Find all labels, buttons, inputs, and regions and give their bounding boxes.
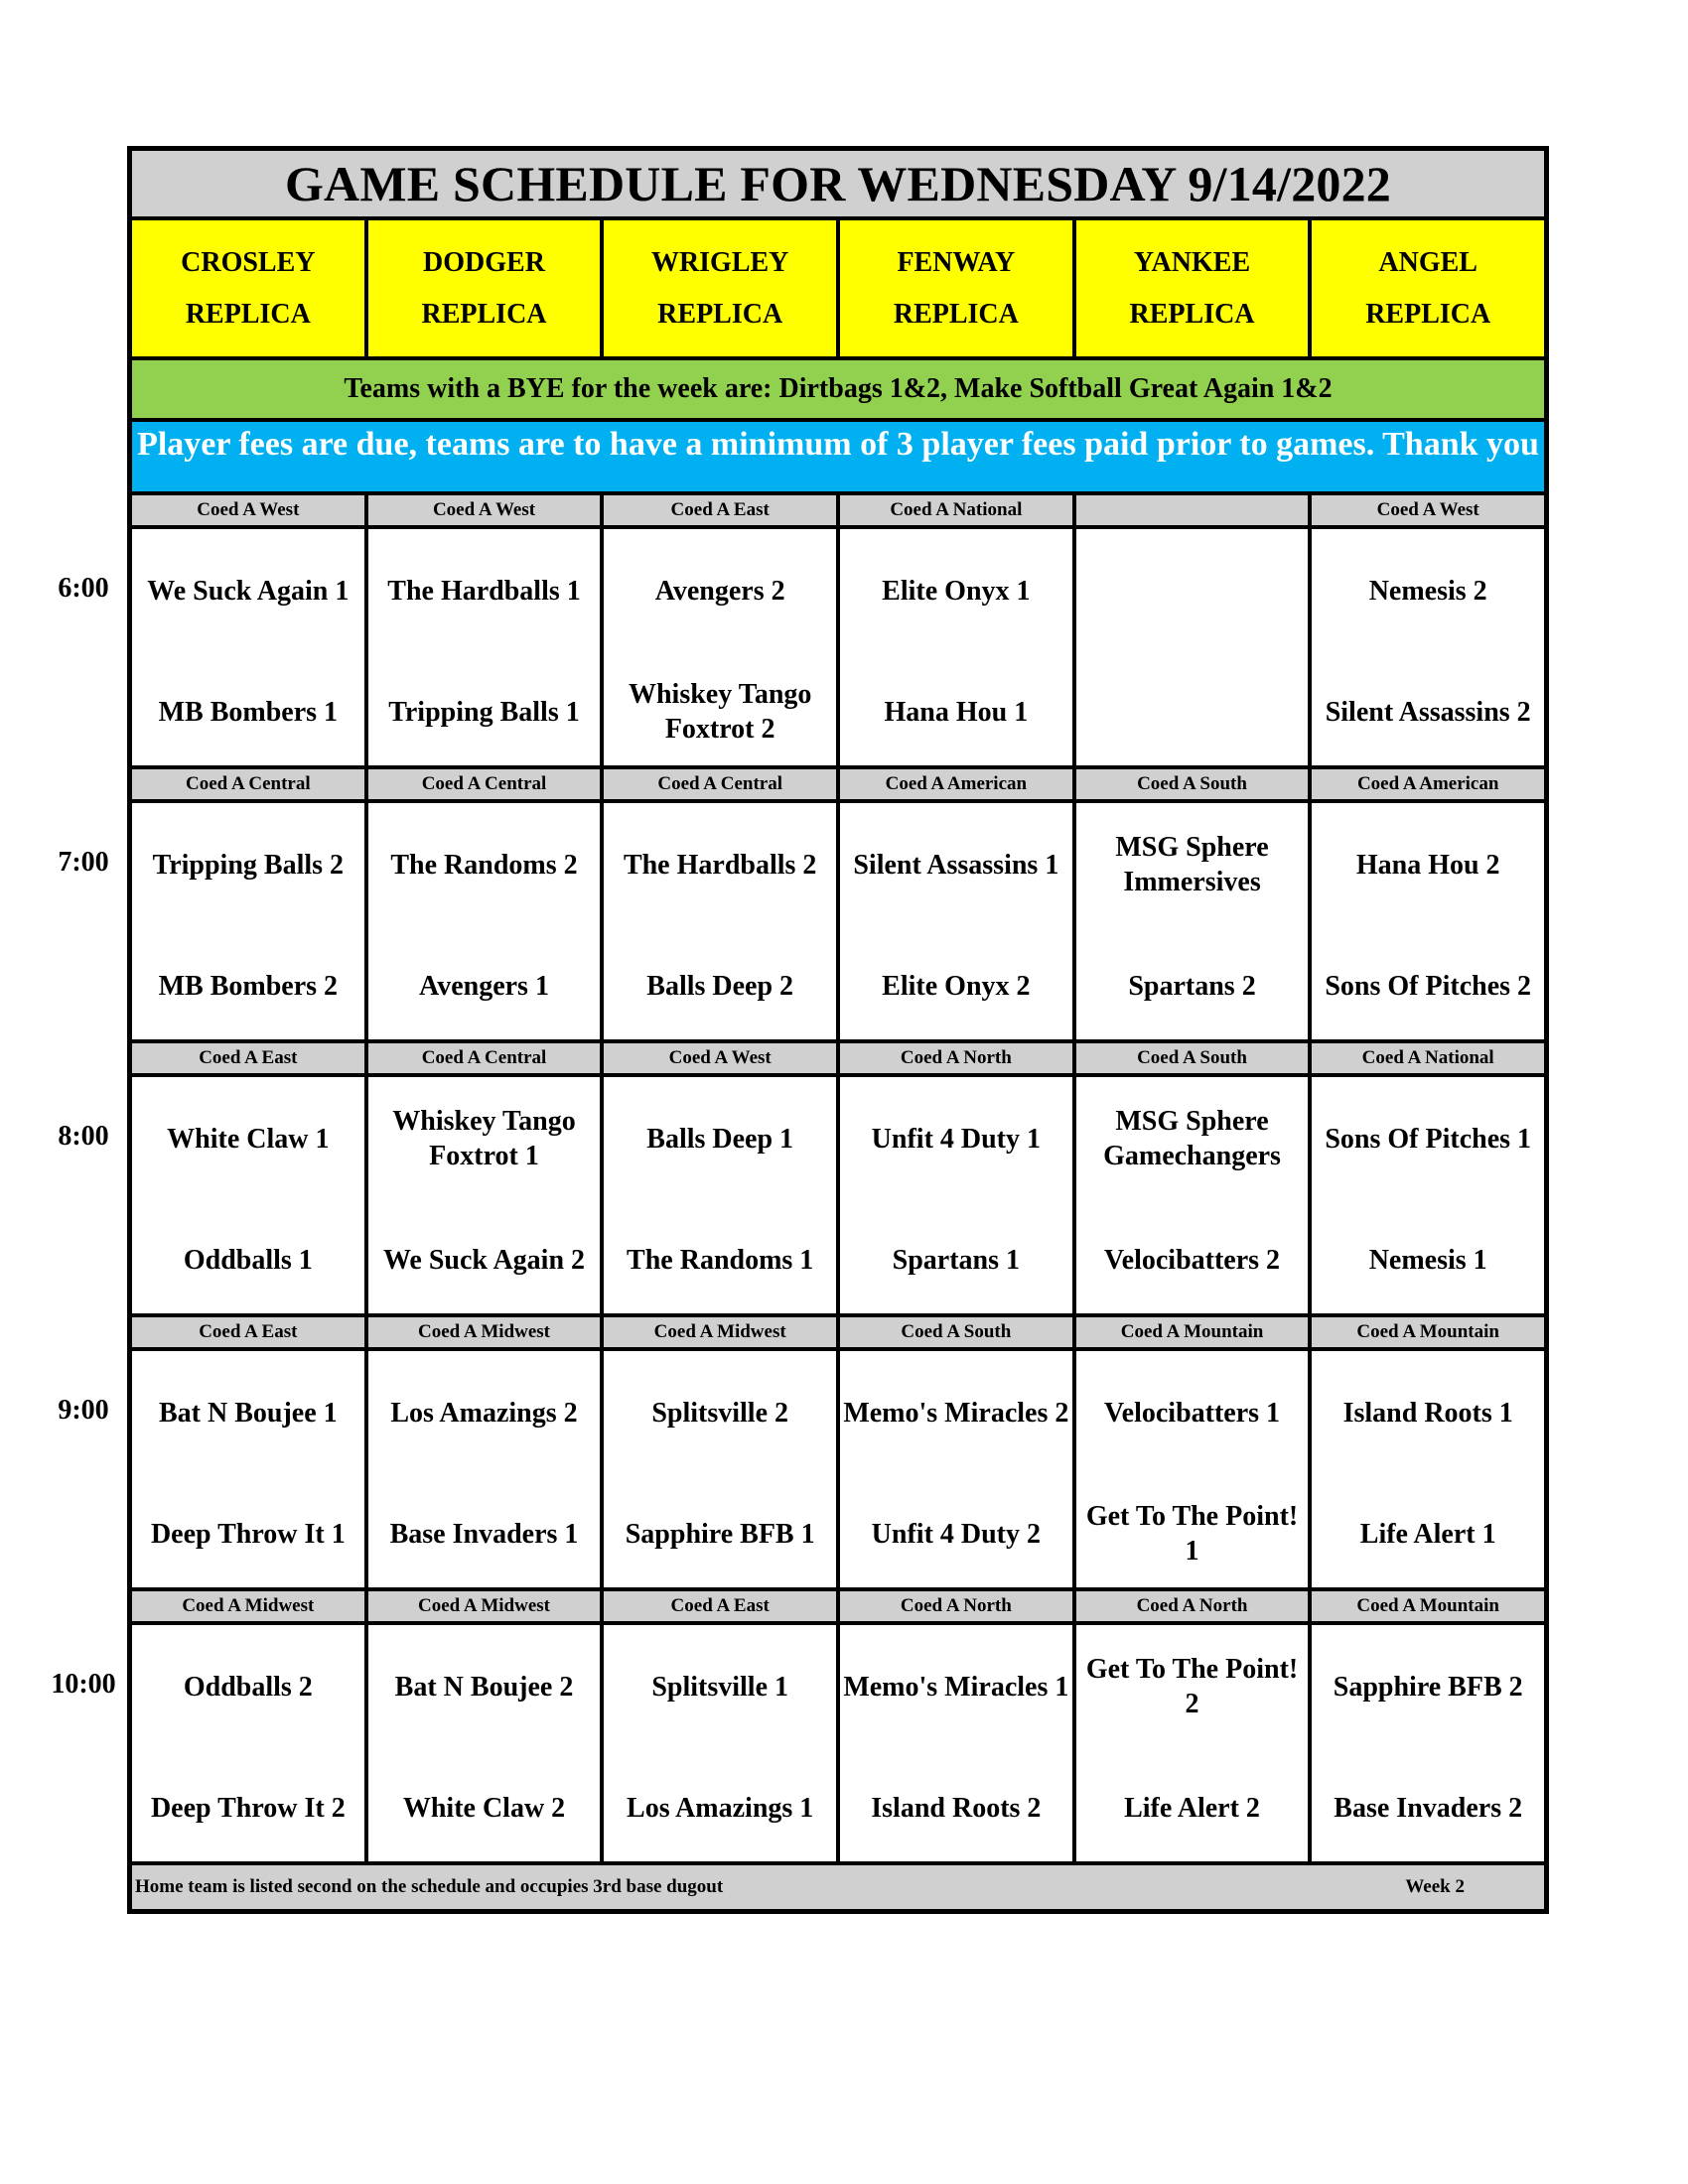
game-row — [132, 529, 1544, 769]
game-cell — [1076, 529, 1313, 765]
venue-name: YANKEE — [1133, 246, 1251, 278]
home-team: Get To The Point! 1 — [1085, 1501, 1299, 1567]
division-label: Coed A West — [132, 495, 368, 525]
game-cell — [1076, 803, 1313, 1039]
division-label — [1076, 495, 1313, 525]
away-team: Memo's Miracles 2 — [843, 1397, 1069, 1429]
home-team: Deep Throw It 1 — [150, 1518, 346, 1550]
division-label: Coed A Central — [604, 769, 840, 799]
away-team: The Hardballs 1 — [387, 575, 581, 607]
home-team: Life Alert 1 — [1359, 1518, 1496, 1550]
home-team: Whiskey Tango Foxtrot 2 — [628, 679, 812, 745]
away-team: Sons Of Pitches 1 — [1325, 1123, 1532, 1155]
schedule-footer — [132, 1865, 1544, 1909]
home-team: Deep Throw It 2 — [150, 1792, 346, 1824]
division-label: Coed A Central — [368, 1043, 605, 1073]
game-cell — [1312, 529, 1544, 765]
game-cell — [840, 1625, 1076, 1861]
game-cell — [1312, 1625, 1544, 1861]
away-team: Tripping Balls 2 — [152, 849, 345, 881]
time-label: 6:00 — [58, 573, 109, 604]
home-team: White Claw 2 — [402, 1792, 566, 1824]
away-team: Velocibatters 1 — [1104, 1397, 1281, 1429]
game-cell — [840, 529, 1076, 765]
away-team: MSG Sphere Immersives — [1115, 832, 1269, 897]
venue-sub: REPLICA — [421, 298, 547, 330]
away-team: Splitsville 2 — [651, 1397, 789, 1429]
home-team: Oddballs 1 — [183, 1244, 313, 1276]
division-row — [132, 1043, 1544, 1077]
division-row — [132, 495, 1544, 529]
home-team: MB Bombers 2 — [158, 970, 339, 1002]
home-team: Los Amazings 1 — [627, 1792, 814, 1824]
home-team: Silent Assassins 2 — [1325, 696, 1531, 728]
home-team: Life Alert 2 — [1124, 1792, 1260, 1824]
week-label: Week 2 — [1405, 1876, 1465, 1897]
home-team: Nemesis 1 — [1368, 1244, 1487, 1276]
home-team: The Randoms 1 — [627, 1244, 814, 1276]
away-team: The Hardballs 2 — [623, 849, 817, 881]
venue-sub: REPLICA — [893, 298, 1019, 330]
home-team: MB Bombers 1 — [158, 696, 339, 728]
division-label: Coed A Central — [132, 769, 368, 799]
game-cell — [604, 803, 840, 1039]
time-label: 8:00 — [58, 1121, 109, 1152]
game-cell — [604, 1077, 840, 1313]
away-team: Memo's Miracles 1 — [843, 1671, 1069, 1703]
away-team: Sapphire BFB 2 — [1333, 1671, 1523, 1703]
division-label: Coed A Mountain — [1356, 1595, 1499, 1616]
game-cell — [368, 1625, 605, 1861]
division-label: Coed A East — [604, 1591, 840, 1621]
away-team: Silent Assassins 1 — [853, 849, 1059, 881]
home-team: We Suck Again 2 — [382, 1244, 586, 1276]
game-cell — [368, 1351, 605, 1587]
away-team — [1076, 551, 1309, 630]
home-team: Unfit 4 Duty 2 — [871, 1518, 1042, 1550]
time-label: 9:00 — [58, 1395, 109, 1426]
game-cell — [1312, 1351, 1544, 1587]
venue-name: DODGER — [423, 246, 545, 278]
away-team: Whiskey Tango Foxtrot 1 — [392, 1106, 576, 1171]
away-team: Balls Deep 1 — [646, 1123, 794, 1155]
division-label: Coed A Midwest — [368, 1591, 605, 1621]
venue-sub: REPLICA — [657, 298, 783, 330]
division-label: Coed A Midwest — [132, 1591, 368, 1621]
game-cell — [1312, 803, 1544, 1039]
game-row — [132, 1625, 1544, 1865]
home-team: Sapphire BFB 1 — [625, 1518, 815, 1550]
venue-angel — [1312, 220, 1544, 356]
home-team: Avengers 1 — [419, 970, 549, 1002]
footer-note: Home team is listed second on the schedule and occupies 3rd base dugout — [135, 1876, 724, 1897]
game-cell — [1076, 1625, 1313, 1861]
game-cell — [132, 803, 368, 1039]
home-team: Base Invaders 1 — [389, 1518, 579, 1550]
division-label: Coed A Mountain — [1076, 1317, 1313, 1347]
venue-yankee — [1076, 220, 1313, 356]
division-label: Coed A Central — [368, 769, 605, 799]
away-team: White Claw 1 — [167, 1123, 330, 1155]
game-cell — [368, 1077, 605, 1313]
game-row — [132, 1351, 1544, 1591]
away-team: Avengers 2 — [654, 575, 785, 607]
division-label: Coed A National — [1361, 1047, 1494, 1068]
away-team: Bat N Boujee 1 — [159, 1397, 338, 1429]
game-cell — [1076, 1077, 1313, 1313]
game-cell — [840, 1077, 1076, 1313]
home-team: Elite Onyx 2 — [882, 970, 1031, 1002]
away-team: Unfit 4 Duty 1 — [871, 1123, 1042, 1155]
away-team: Hana Hou 2 — [1355, 849, 1500, 881]
away-team: Los Amazings 2 — [390, 1397, 578, 1429]
division-label: Coed A Mountain — [1356, 1321, 1499, 1342]
game-row — [132, 1077, 1544, 1317]
division-label: Coed A Midwest — [368, 1317, 605, 1347]
game-cell — [1076, 1351, 1313, 1587]
schedule-table — [127, 146, 1549, 1914]
away-team: We Suck Again 1 — [147, 575, 350, 607]
home-team: Sons Of Pitches 2 — [1325, 970, 1532, 1002]
venue-name: CROSLEY — [181, 246, 316, 278]
game-cell — [132, 529, 368, 765]
division-row — [132, 1317, 1544, 1351]
home-team: Tripping Balls 1 — [388, 696, 580, 728]
game-cell — [604, 1625, 840, 1861]
venue-name: FENWAY — [897, 246, 1016, 278]
venue-sub: REPLICA — [1365, 298, 1491, 330]
time-slots — [132, 495, 1544, 1865]
division-label: Coed A East — [604, 495, 840, 525]
game-cell — [604, 529, 840, 765]
division-label: Coed A North — [840, 1591, 1076, 1621]
venue-sub: REPLICA — [185, 298, 311, 330]
bye-notice: Teams with a BYE for the week are: Dirtbags 1&2, Make Softball Great Again 1&2 — [132, 360, 1544, 422]
venue-name: ANGEL — [1378, 246, 1477, 278]
game-cell — [132, 1351, 368, 1587]
home-team: Island Roots 2 — [871, 1792, 1042, 1824]
division-label: Coed A West — [604, 1043, 840, 1073]
away-team: The Randoms 2 — [390, 849, 578, 881]
game-cell — [840, 803, 1076, 1039]
venue-crosley — [132, 220, 368, 356]
time-label: 7:00 — [58, 847, 109, 878]
venue-fenway — [840, 220, 1076, 356]
division-label: Coed A North — [1076, 1591, 1313, 1621]
game-cell — [604, 1351, 840, 1587]
away-team: Splitsville 1 — [651, 1671, 789, 1703]
home-team — [1076, 672, 1309, 751]
game-cell — [1312, 1077, 1544, 1313]
division-label: Coed A West — [368, 495, 605, 525]
division-label: Coed A American — [1356, 773, 1499, 794]
division-label: Coed A National — [840, 495, 1076, 525]
game-cell — [368, 529, 605, 765]
fees-notice: Player fees are due, teams are to have a minimum of 3 player fees paid prior to games. Thank you — [132, 422, 1544, 495]
venue-wrigley — [604, 220, 840, 356]
game-row — [132, 803, 1544, 1043]
home-team: Spartans 1 — [892, 1244, 1021, 1276]
game-cell — [840, 1351, 1076, 1587]
division-label: Coed A North — [840, 1043, 1076, 1073]
division-label: Coed A South — [1076, 1043, 1313, 1073]
division-label: Coed A West — [1376, 499, 1479, 520]
away-team: Elite Onyx 1 — [882, 575, 1031, 607]
venue-sub: REPLICA — [1129, 298, 1255, 330]
division-label: Coed A Midwest — [604, 1317, 840, 1347]
away-team: Oddballs 2 — [183, 1671, 313, 1703]
division-label: Coed A American — [840, 769, 1076, 799]
division-row — [132, 769, 1544, 803]
division-row — [132, 1591, 1544, 1625]
venue-header-row — [132, 220, 1544, 360]
home-team: Velocibatters 2 — [1104, 1244, 1281, 1276]
away-team: MSG Sphere Gamechangers — [1103, 1106, 1281, 1171]
home-team: Hana Hou 1 — [884, 696, 1029, 728]
home-team: Balls Deep 2 — [646, 970, 794, 1002]
division-label: Coed A South — [1076, 769, 1313, 799]
away-team: Bat N Boujee 2 — [394, 1671, 574, 1703]
venue-name: WRIGLEY — [650, 246, 789, 278]
division-label: Coed A East — [132, 1317, 368, 1347]
game-cell — [132, 1077, 368, 1313]
home-team: Spartans 2 — [1128, 970, 1256, 1002]
away-team: Get To The Point! 2 — [1085, 1654, 1299, 1719]
schedule-title: GAME SCHEDULE FOR WEDNESDAY 9/14/2022 — [132, 151, 1544, 220]
game-cell — [368, 803, 605, 1039]
home-team: Base Invaders 2 — [1334, 1792, 1523, 1824]
away-team: Nemesis 2 — [1368, 575, 1487, 607]
venue-dodger — [368, 220, 605, 356]
game-cell — [132, 1625, 368, 1861]
away-team: Island Roots 1 — [1342, 1397, 1513, 1429]
division-label: Coed A South — [840, 1317, 1076, 1347]
division-label: Coed A East — [132, 1043, 368, 1073]
time-label: 10:00 — [51, 1669, 116, 1700]
